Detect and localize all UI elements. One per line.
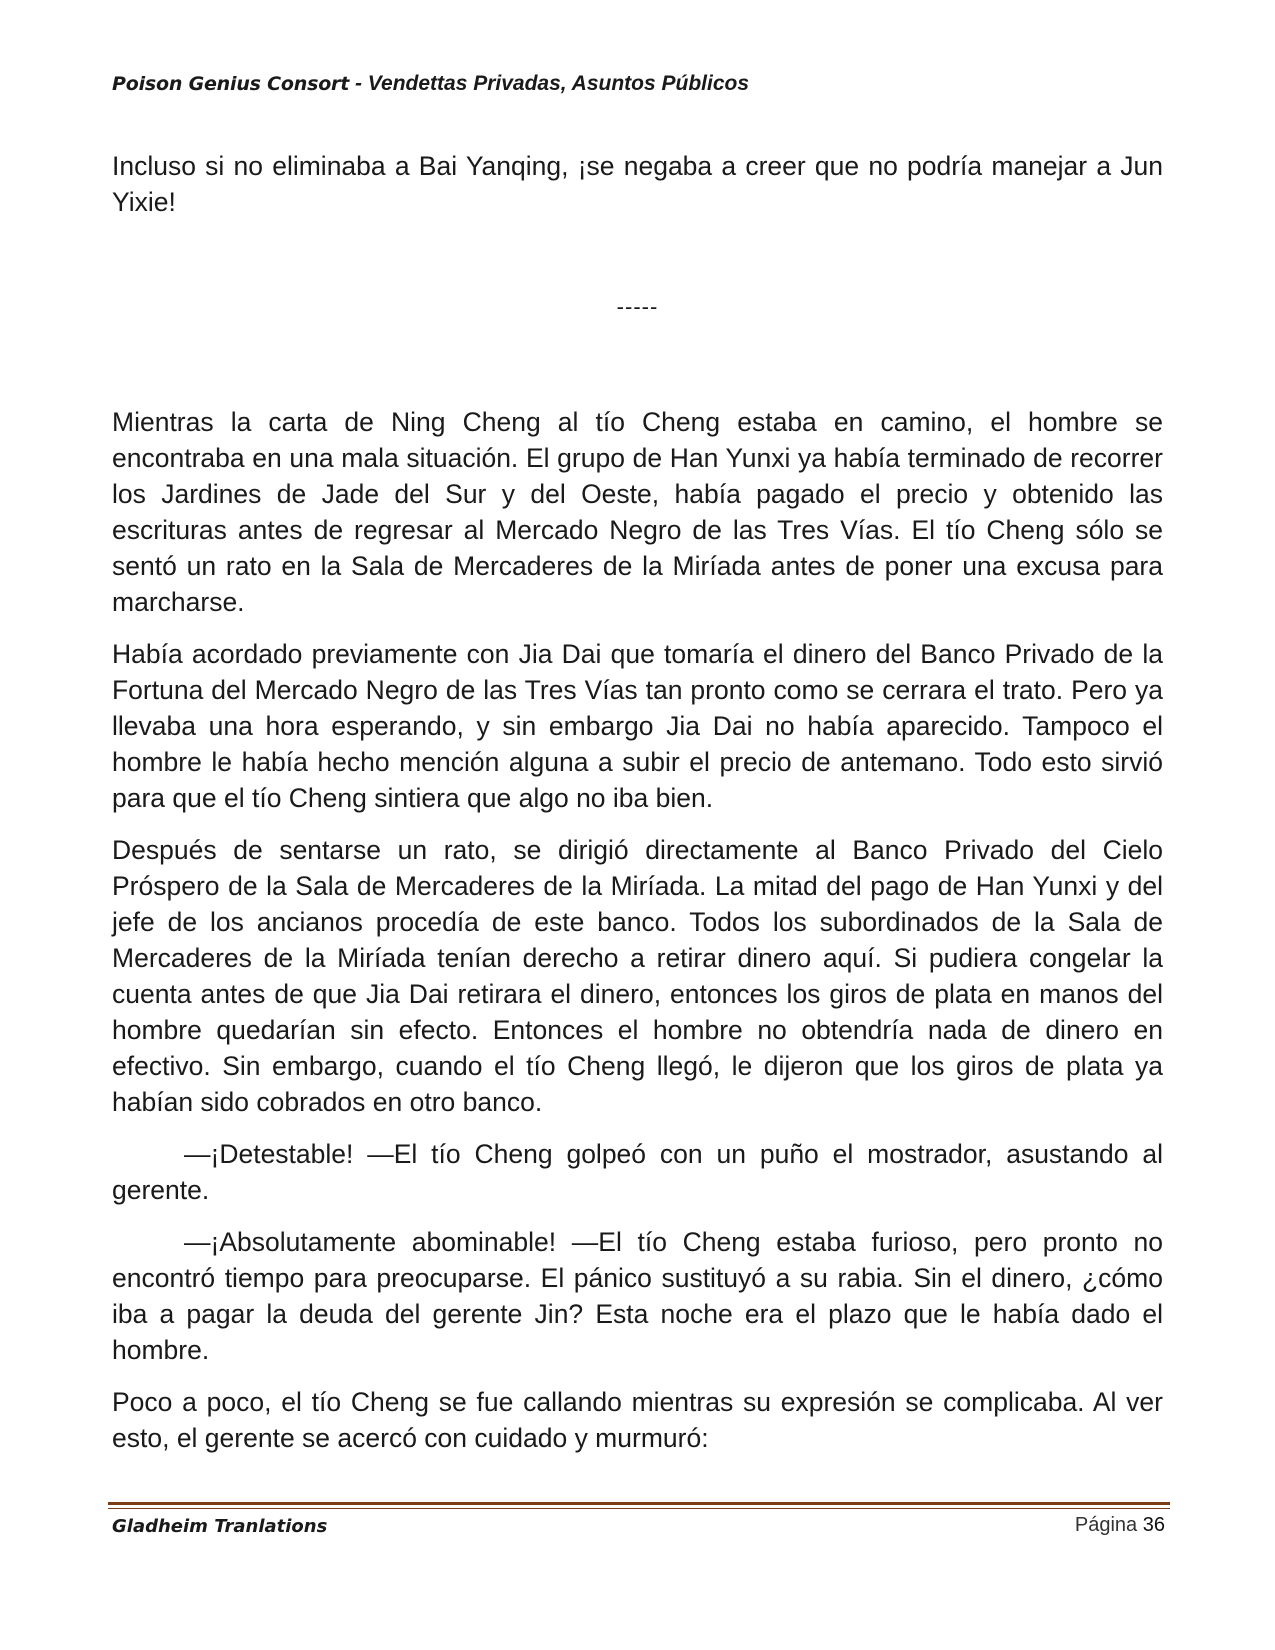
header-separator: -	[349, 72, 368, 95]
page-header	[112, 72, 749, 96]
footer-divider	[108, 1502, 1170, 1509]
page-number-area	[1075, 1514, 1165, 1537]
book-title: Poison Genius Consort	[112, 73, 350, 95]
page-label: Página	[1074, 1514, 1138, 1536]
body-paragraph: Mientras la carta de Ning Cheng al tío Cheng estaba en camino, el hombre se encontraba en una mala situación. El grupo de Han Yunxi ya había terminado de recorrer los Jardines de Jade del Sur y del Oeste, había pagado el precio y obtenido las escrituras antes de regresar al Mercado Negro de las Tres Vías. El tío Cheng sólo se sentó un rato en la Sala de Mercaderes de la Miríada antes de poner una excusa para marcharse.	[112, 407, 1163, 617]
chapter-title: Vendettas Privadas, Asuntos Públicos	[367, 72, 750, 95]
publisher-name: Gladheim Tranlations	[112, 1516, 328, 1537]
scene-break: -----	[616, 294, 659, 319]
body-paragraph: Había acordado previamente con Jia Dai que tomaría el dinero del Banco Privado de la Fortuna del Mercado Negro de las Tres Vías tan pronto como se cerrara el trato. Pero ya llevaba una hora esperando, y sin embargo Jia Dai no había aparecido. Tampoco el hombre le había hecho mención alguna a subir el precio de antemano. Todo esto sirvió para que el tío Cheng sintiera que algo no iba bien.	[112, 639, 1163, 813]
dialogue-paragraph: —¡Absolutamente abominable! —El tío Cheng estaba furioso, pero pronto no encontró tiempo para preocuparse. El pánico sustituyó a su rabia. Sin el dinero, ¿cómo iba a pagar la deuda del gerente Jin? Esta noche era el plazo que le había dado el hombre.	[112, 1227, 1163, 1365]
page-number: 36	[1142, 1514, 1165, 1536]
body-paragraph: Poco a poco, el tío Cheng se fue callando mientras su expresión se complicaba. Al ver esto, el gerente se acercó con cuidado y murmuró:	[112, 1387, 1163, 1453]
page-body	[112, 148, 1163, 1472]
opening-paragraph: Incluso si no eliminaba a Bai Yanqing, ¡se negaba a creer que no podría manejar a Jun Yixie!	[112, 151, 1163, 217]
body-paragraph: Después de sentarse un rato, se dirigió directamente al Banco Privado del Cielo Próspero de la Sala de Mercaderes de la Miríada. La mitad del pago de Han Yunxi y del jefe de los ancianos procedía de este banco. Todos los subordinados de la Sala de Mercaderes de la Miríada tenían derecho a retirar dinero aquí. Si pudiera congelar la cuenta antes de que Jia Dai retirara el dinero, entonces los giros de plata en manos del hombre quedarían sin efecto. Entonces el hombre no obtendría nada de dinero en efectivo. Sin embargo, cuando el tío Cheng llegó, le dijeron que los giros de plata ya habían sido cobrados en otro banco.	[112, 835, 1163, 1117]
dialogue-paragraph: —¡Detestable! —El tío Cheng golpeó con un puño el mostrador, asustando al gerente.	[112, 1139, 1163, 1205]
